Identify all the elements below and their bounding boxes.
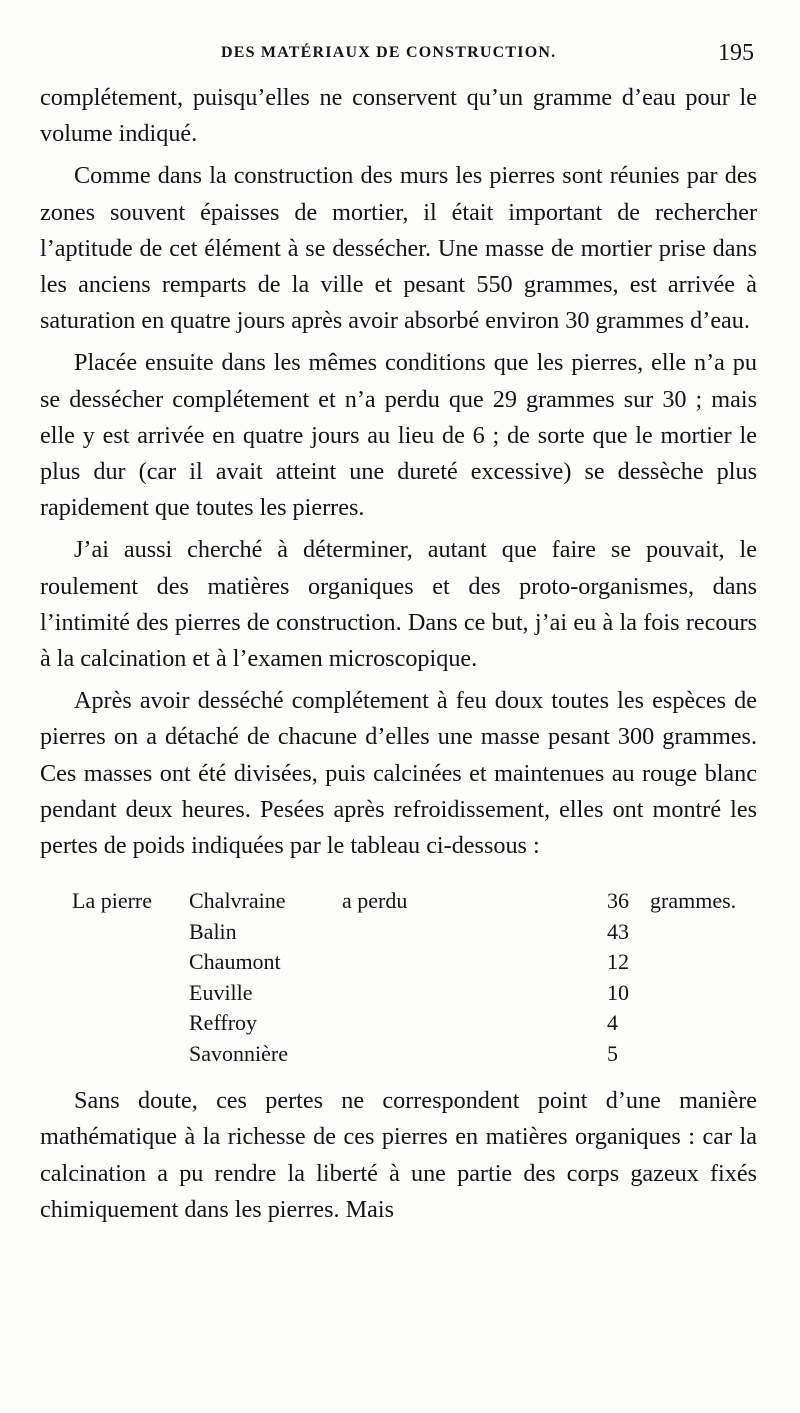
- loss-quantity: 4: [607, 1010, 618, 1036]
- stone-name: Chalvraine: [189, 888, 286, 914]
- loss-quantity: 5: [607, 1040, 618, 1066]
- paragraph: Comme dans la construction des murs les pierres sont réunies par des zones souvent épaisses de mortier, il était important de rechercher l’aptitude de cet élément à se dessécher. Une masse de mortier prise dans les anciens remparts de la ville et pesant 550 grammes, est arrivée à saturation en quatre jours après avoir absorbé environ 30 grammes d’eau.: [40, 162, 757, 335]
- loss-quantity: 43: [607, 918, 629, 944]
- paragraph: Après avoir desséché complétement à feu doux toutes les espèces de pierres on a détaché de chacune d’elles une masse pesant 300 grammes. Ces masses ont été divisées, puis calcinées et maintenues au rouge blanc pendant deux heures. Pesées après refroidissement, elles ont montré les pertes de poids indiquées par le tableau ci-dessous :: [40, 687, 757, 860]
- table-row: [40, 1008, 757, 1039]
- table-row: [40, 1039, 757, 1070]
- stone-name: Balin: [189, 918, 237, 944]
- body-text: [40, 80, 757, 1228]
- stone-name: Reffroy: [189, 1010, 258, 1036]
- page-number: 195: [718, 40, 754, 66]
- weight-loss-table: [40, 886, 757, 1069]
- running-head-title: DES MATÉRIAUX DE CONSTRUCTION.: [221, 44, 557, 61]
- loss-unit: grammes.: [650, 888, 737, 914]
- paragraph: Placée ensuite dans les mêmes conditions que les pierres, elle n’a pu se dessécher complétement et n’a perdu que 29 grammes sur 30 ; mais elle y est arrivée en quatre jours au lieu de 6 ; de sorte que le mortier le plus dur (car il avait atteint une dureté excessive) se dessèche plus rapidement que toutes les pierres.: [40, 349, 757, 522]
- stone-name: Chaumont: [189, 949, 281, 975]
- row-lead: La pierre: [72, 888, 152, 914]
- paragraph: complétement, puisqu’elles ne conservent qu’un gramme d’eau pour le volume indiqué.: [40, 84, 757, 148]
- running-head: [40, 40, 754, 70]
- loss-quantity: 10: [607, 979, 629, 1005]
- loss-quantity: 12: [607, 949, 629, 975]
- paragraph: J’ai aussi cherché à déterminer, autant que faire se pouvait, le roulement des matières organiques et des proto-organismes, dans l’intimité des pierres de construction. Dans ce but, j’ai eu à la fois recours à la calcination et à l’examen microscopique.: [40, 536, 757, 673]
- stone-name: Euville: [189, 979, 253, 1005]
- table-row: [40, 886, 757, 917]
- loss-quantity: 36: [607, 888, 629, 914]
- table-row: [40, 978, 757, 1009]
- row-verb: a perdu: [342, 888, 408, 914]
- stone-name: Savonnière: [189, 1040, 288, 1066]
- paragraph: Sans doute, ces pertes ne correspondent point d’une manière mathématique à la richesse de ces pierres en matières organiques : car la calcination a pu rendre la liberté à une partie des corps gazeux fixés chimiquement dans les pierres. Mais: [40, 1087, 757, 1223]
- table-row: [40, 917, 757, 948]
- table-row: [40, 947, 757, 978]
